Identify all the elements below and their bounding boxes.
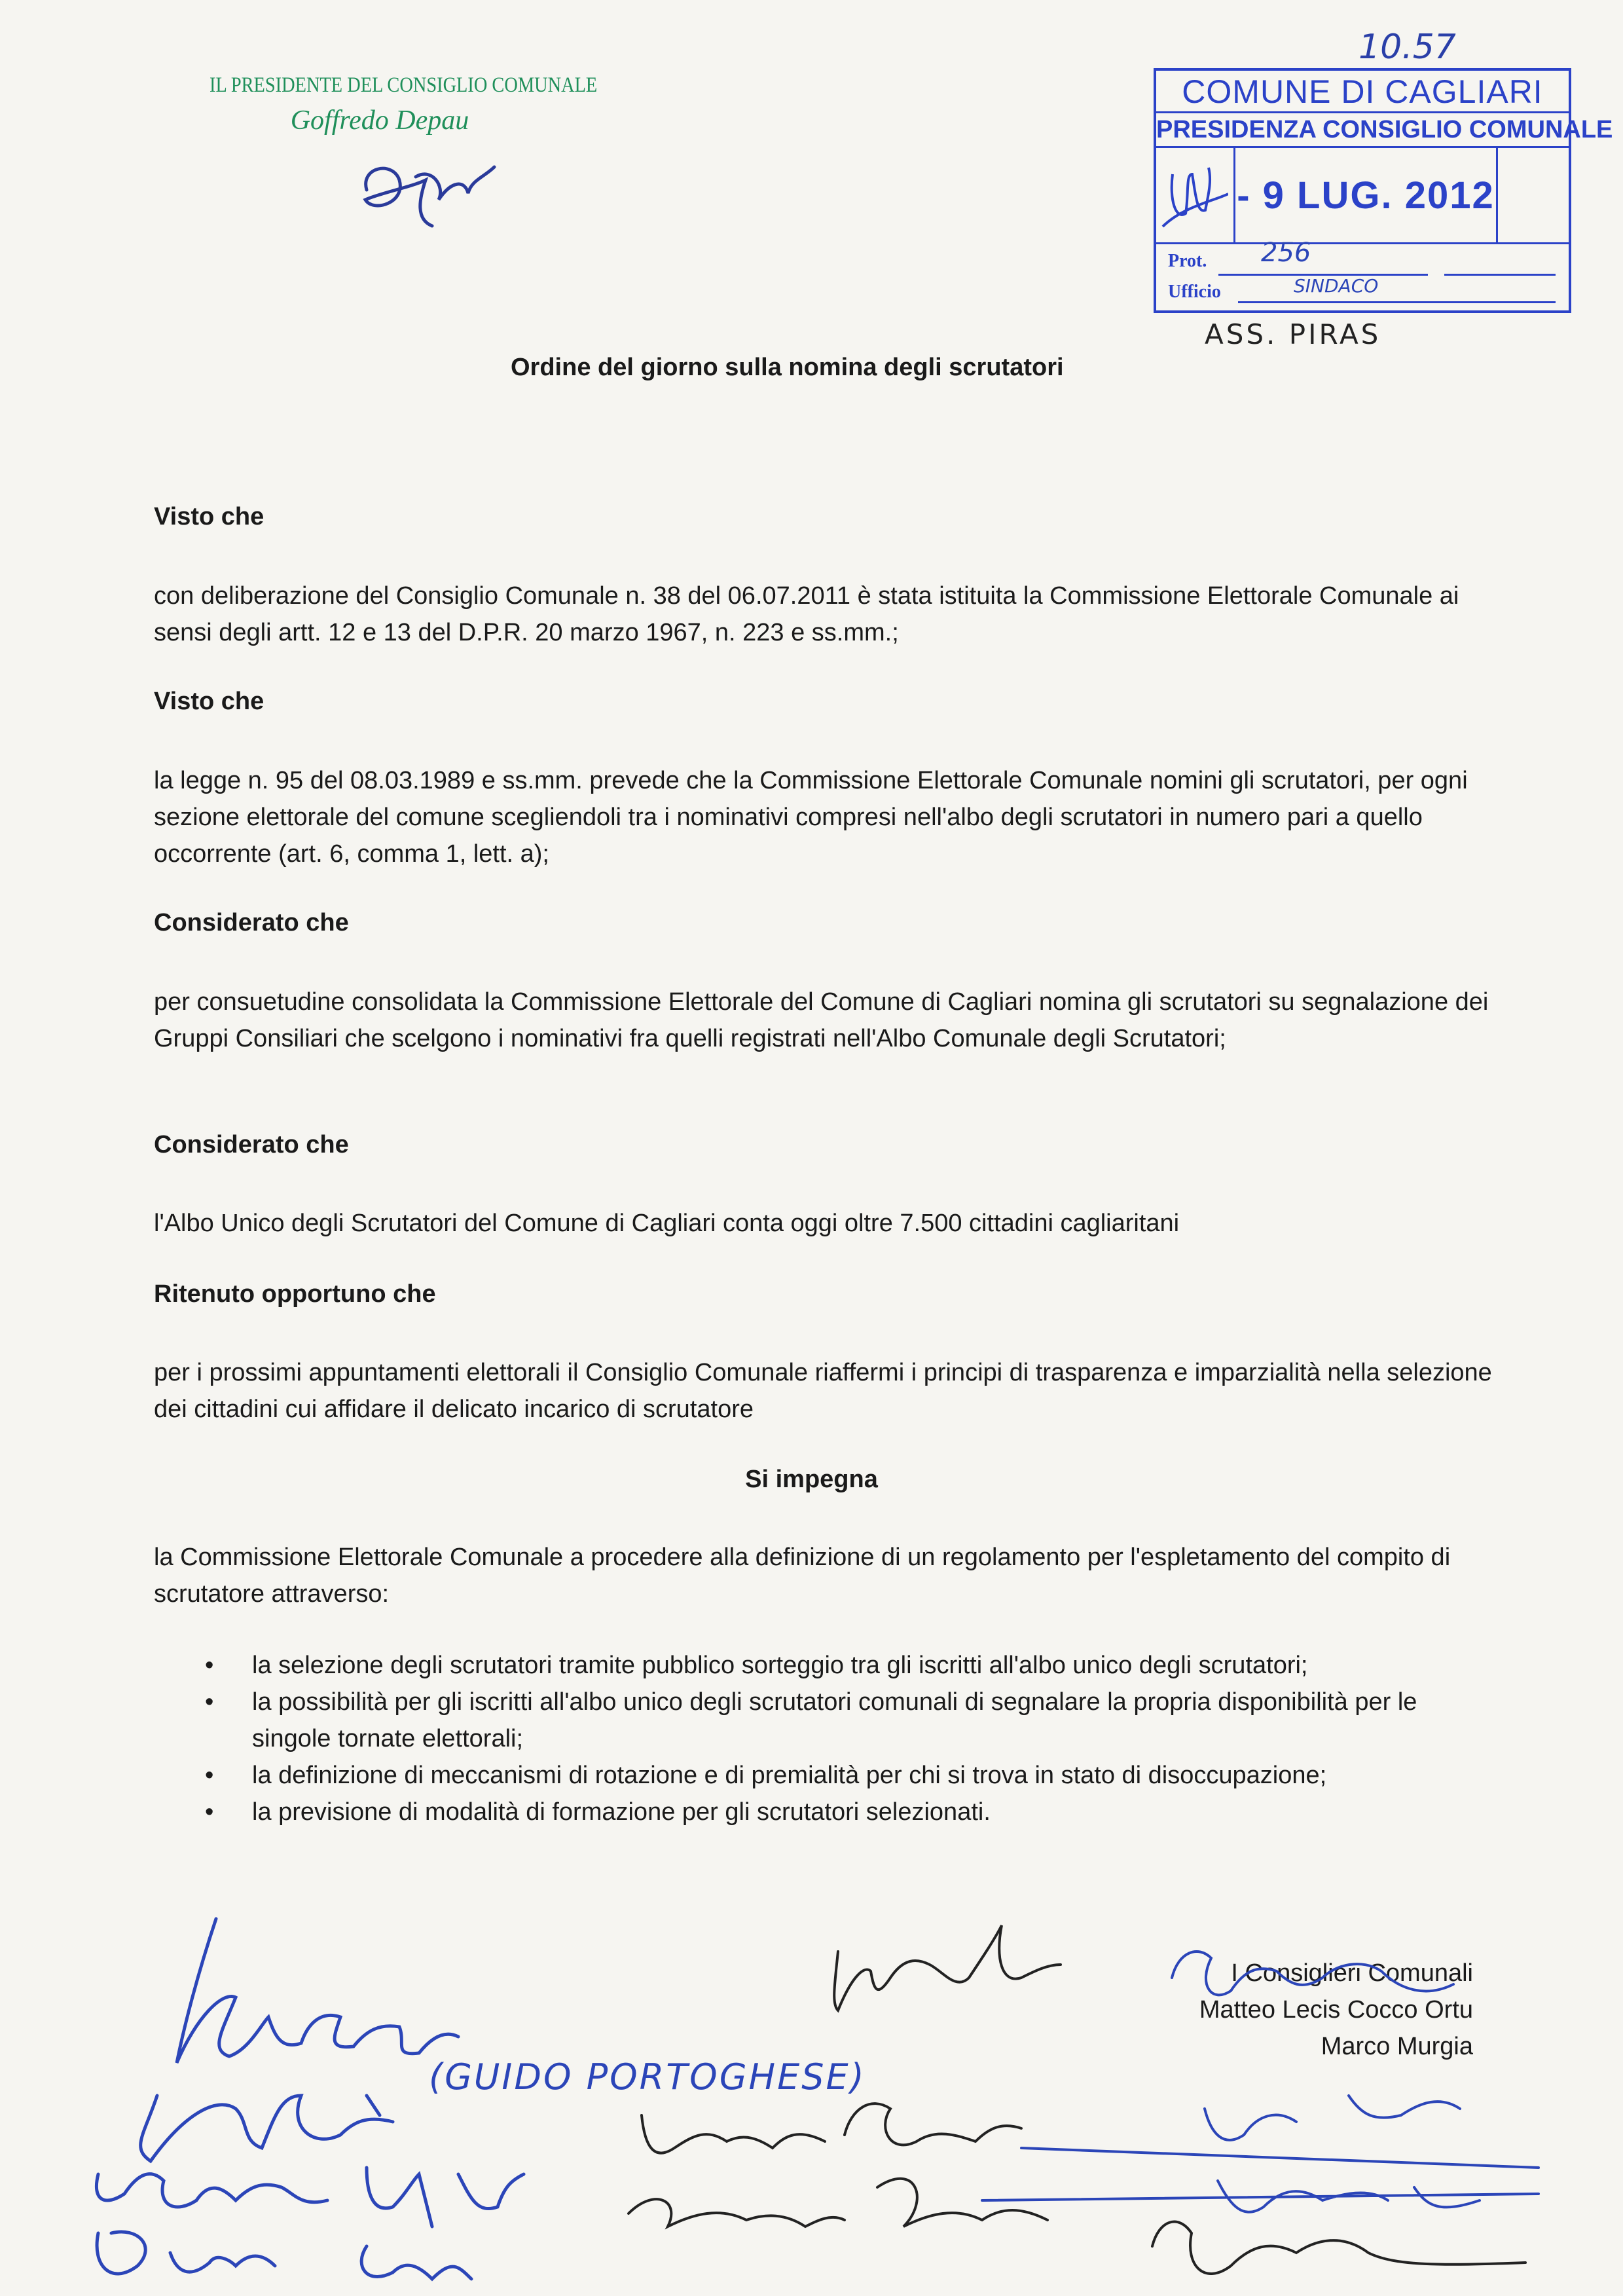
- signature-stroke: [96, 2168, 524, 2227]
- stamp-prot-value: 256: [1261, 238, 1311, 268]
- signature-stroke: [1021, 2096, 1539, 2168]
- handwritten-name-note: (GUIDO PORTOGHESE): [429, 2056, 866, 2098]
- stamp-prot-line2: [1444, 274, 1556, 276]
- protocol-number: 10.57: [1359, 28, 1456, 67]
- registration-stamp: [1154, 68, 1613, 313]
- signature-stroke: [1172, 1952, 1453, 1995]
- list-item: • la previsione di modalità di formazione per gli scrutatori selezionati.: [154, 1794, 1496, 1830]
- stamp-initials-scribble: [1156, 148, 1228, 240]
- section-text: la legge n. 95 del 08.03.1989 e ss.mm. prevede che la Commissione Elettorale Comunale nomini gli scrutatori, per ogni sezione elettorale del comune scegliendoli tra i nominativi compresi nell'albo degli scrutatori in numero pari a quello occorrente (art. 6, comma 1, lett. a);: [154, 767, 1468, 868]
- signature-stroke: [629, 2179, 1048, 2227]
- handwritten-note: ASS. PIRAS: [1205, 318, 1381, 350]
- section-text: per consuetudine consolidata la Commissione Elettorale del Comune di Cagliari nomina gli scrutatori su segnalazione dei Gruppi Consiliari che scelgono i nominativi fra quelli registrati nell'Albo Comunale degli Scrutatori;: [154, 988, 1489, 1052]
- stamp-empty-box: [1496, 148, 1569, 243]
- section-text: l'Albo Unico degli Scrutatori del Comune di Cagliari conta oggi oltre 7.500 cittadini cagliaritani: [154, 1210, 1180, 1237]
- signature-stroke: [982, 2181, 1539, 2212]
- signature-stroke: [177, 1919, 458, 2063]
- list-item: • la possibilità per gli iscritti all'albo unico degli scrutatori comunali di segnalare la propria disponibilità per le singole tornate elettorali;: [154, 1684, 1496, 1757]
- signatory-name: Matteo Lecis Cocco Ortu: [1199, 1996, 1473, 2024]
- signature-stroke: [1152, 2222, 1525, 2274]
- signature-stroke: [97, 2232, 471, 2279]
- stamp-ufficio-value: SINDACO: [1294, 275, 1379, 297]
- stamp-line2: PRESIDENZA CONSIGLIO COMUNALE: [1156, 113, 1569, 148]
- commitment-text: la Commissione Elettorale Comunale a procedere alla definizione di un regolamento per l'espletamento del compito di scrutatore attraverso:: [154, 1544, 1451, 1608]
- stamp-line1: COMUNE DI CAGLIARI: [1156, 72, 1569, 113]
- president-title: IL PRESIDENTE DEL CONSIGLIO COMUNALE: [210, 73, 598, 97]
- commitment-heading: Si impegna: [745, 1466, 878, 1493]
- commitment-list: [154, 1647, 1496, 1830]
- list-item: • la definizione di meccanismi di rotazione e di premialità per chi si trova in stato di disoccupazione;: [154, 1757, 1496, 1794]
- signature-stroke: [834, 1925, 1061, 2010]
- signatory-name: Marco Murgia: [1321, 2033, 1473, 2060]
- stamp-prot-label: Prot.: [1168, 251, 1207, 271]
- president-name: Goffredo Depau: [290, 105, 469, 136]
- section-text: per i prossimi appuntamenti elettorali il Consiglio Comunale riaffermi i principi di trasparenza e imparzialità nella selezione dei cittadini cui affidare il delicato incarico di scrutatore: [154, 1359, 1492, 1423]
- president-signature: [354, 141, 511, 232]
- section-heading: Visto che: [154, 503, 264, 530]
- stamp-date: - 9 LUG. 2012: [1237, 174, 1495, 217]
- section-heading: Considerato che: [154, 909, 349, 936]
- list-item: • la selezione degli scrutatori tramite pubblico sorteggio tra gli iscritti all'albo unico degli scrutatori;: [154, 1647, 1496, 1684]
- handwritten-signatures: [0, 1899, 1623, 2296]
- section-heading: Visto che: [154, 688, 264, 715]
- document-title: Ordine del giorno sulla nomina degli scrutatori: [511, 354, 1064, 381]
- stamp-ufficio-label: Ufficio: [1168, 282, 1221, 302]
- signatories-label: I Consiglieri Comunali: [1231, 1959, 1473, 1987]
- section-text: con deliberazione del Consiglio Comunale n. 38 del 06.07.2011 è stata istituita la Commissione Elettorale Comunale ai sensi degli artt. 12 e 13 del D.P.R. 20 marzo 1967, n. 223 e ss.mm.;: [154, 582, 1459, 646]
- section-heading: Considerato che: [154, 1131, 349, 1158]
- signature-stroke: [141, 2096, 393, 2161]
- section-heading: Ritenuto opportuno che: [154, 1280, 436, 1308]
- stamp-ufficio-line: [1238, 301, 1556, 303]
- signature-stroke: [642, 2103, 1021, 2153]
- stamp-divider: [1156, 242, 1569, 244]
- stamp-initials-box: [1156, 148, 1235, 243]
